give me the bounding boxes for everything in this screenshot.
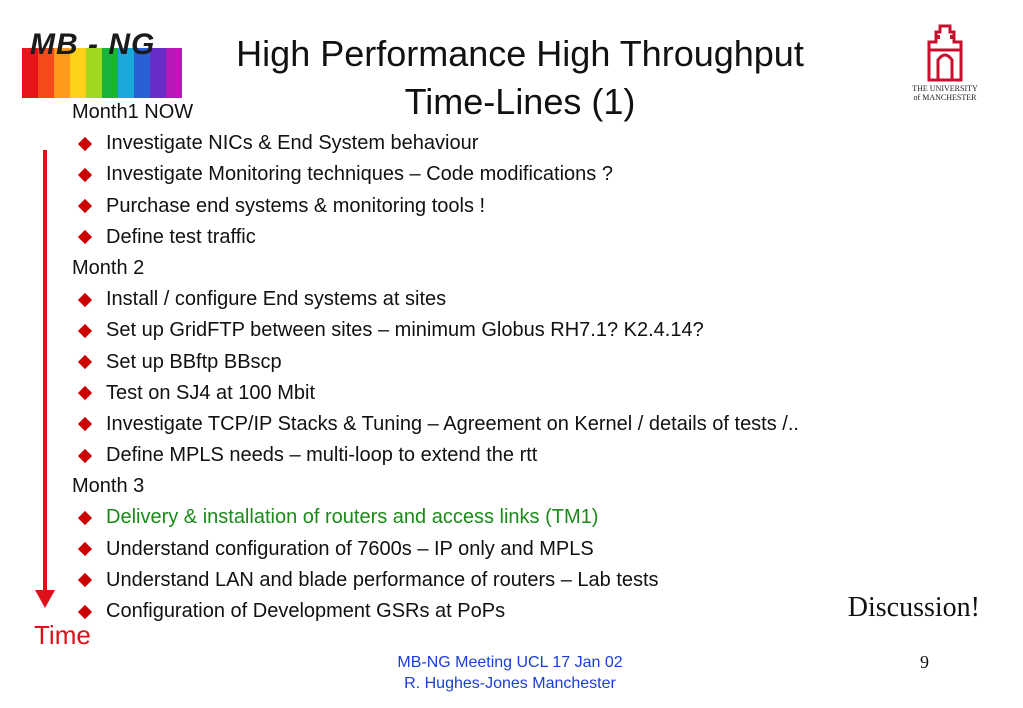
diamond-bullet-icon	[78, 386, 92, 400]
footer-line-1: MB-NG Meeting UCL 17 Jan 02	[397, 654, 623, 671]
list-item-text: Define MPLS needs – multi-loop to extend the rtt	[106, 444, 538, 467]
list-item-text: Set up GridFTP between sites – minimum Globus RH7.1? K2.4.14?	[106, 319, 704, 342]
list-item	[72, 222, 992, 253]
list-item	[72, 440, 992, 471]
footer	[340, 652, 680, 694]
timeline-list	[72, 97, 992, 627]
list-item-text: Set up BBftp BBscp	[106, 350, 282, 373]
list-item-text: Investigate NICs & End System behaviour	[106, 132, 479, 155]
university-name-line-2: of MANCHESTER	[913, 93, 977, 102]
list-item	[72, 315, 992, 346]
list-item	[72, 347, 992, 378]
diamond-bullet-icon	[78, 542, 92, 556]
logo-text: MB - NG	[30, 28, 156, 61]
list-item	[72, 534, 992, 565]
list-item	[72, 191, 992, 222]
diamond-bullet-icon	[78, 137, 92, 151]
list-item	[72, 284, 992, 315]
diamond-bullet-icon	[78, 605, 92, 619]
diamond-bullet-icon	[78, 511, 92, 525]
diamond-bullet-icon	[78, 417, 92, 431]
list-item-text: Investigate Monitoring techniques – Code modifications ?	[106, 163, 613, 186]
list-item-text: Understand configuration of 7600s – IP only and MPLS	[106, 537, 594, 560]
list-item-text: Purchase end systems & monitoring tools !	[106, 194, 486, 217]
section-heading: Month1 NOW	[72, 101, 194, 123]
discussion-text: Discussion!	[847, 592, 980, 623]
diamond-bullet-icon	[78, 573, 92, 587]
list-item	[72, 128, 992, 159]
list-item-text: Test on SJ4 at 100 Mbit	[106, 381, 316, 404]
diamond-bullet-icon	[78, 168, 92, 182]
section-heading: Month 2	[72, 256, 145, 279]
list-item-text: Delivery & installation of routers and access links (TM1)	[106, 506, 599, 529]
time-arrow-head	[35, 590, 55, 608]
diamond-bullet-icon	[78, 449, 92, 463]
page-number: 9	[920, 652, 929, 672]
university-logo	[905, 22, 985, 104]
title-line-2: Time-Lines (1)	[404, 81, 636, 122]
diamond-bullet-icon	[78, 355, 92, 369]
list-item	[72, 409, 992, 440]
diamond-bullet-icon	[78, 324, 92, 338]
list-item-text: Define test traffic	[106, 225, 256, 248]
title-line-1: High Performance High Throughput	[236, 33, 804, 74]
list-item	[72, 378, 992, 409]
diamond-bullet-icon	[78, 199, 92, 213]
list-item-text: Understand LAN and blade performance of routers – Lab tests	[106, 568, 659, 591]
rainbow-bar	[166, 48, 182, 98]
time-label: Time	[34, 620, 91, 650]
list-item-text: Configuration of Development GSRs at PoPs	[106, 600, 506, 622]
diamond-bullet-icon	[78, 293, 92, 307]
list-item-text: Install / configure End systems at sites	[106, 288, 447, 311]
footer-line-2: R. Hughes-Jones Manchester	[404, 675, 616, 692]
section-heading: Month 3	[72, 475, 145, 498]
list-item-text: Investigate TCP/IP Stacks & Tuning – Agreement on Kernel / details of tests /..	[106, 412, 799, 435]
university-name-line-1: THE UNIVERSITY	[912, 84, 978, 93]
mbng-logo	[22, 30, 182, 100]
time-arrow	[30, 150, 60, 610]
list-item	[72, 502, 992, 533]
list-item	[72, 159, 992, 190]
diamond-bullet-icon	[78, 230, 92, 244]
crest-icon	[905, 22, 985, 82]
